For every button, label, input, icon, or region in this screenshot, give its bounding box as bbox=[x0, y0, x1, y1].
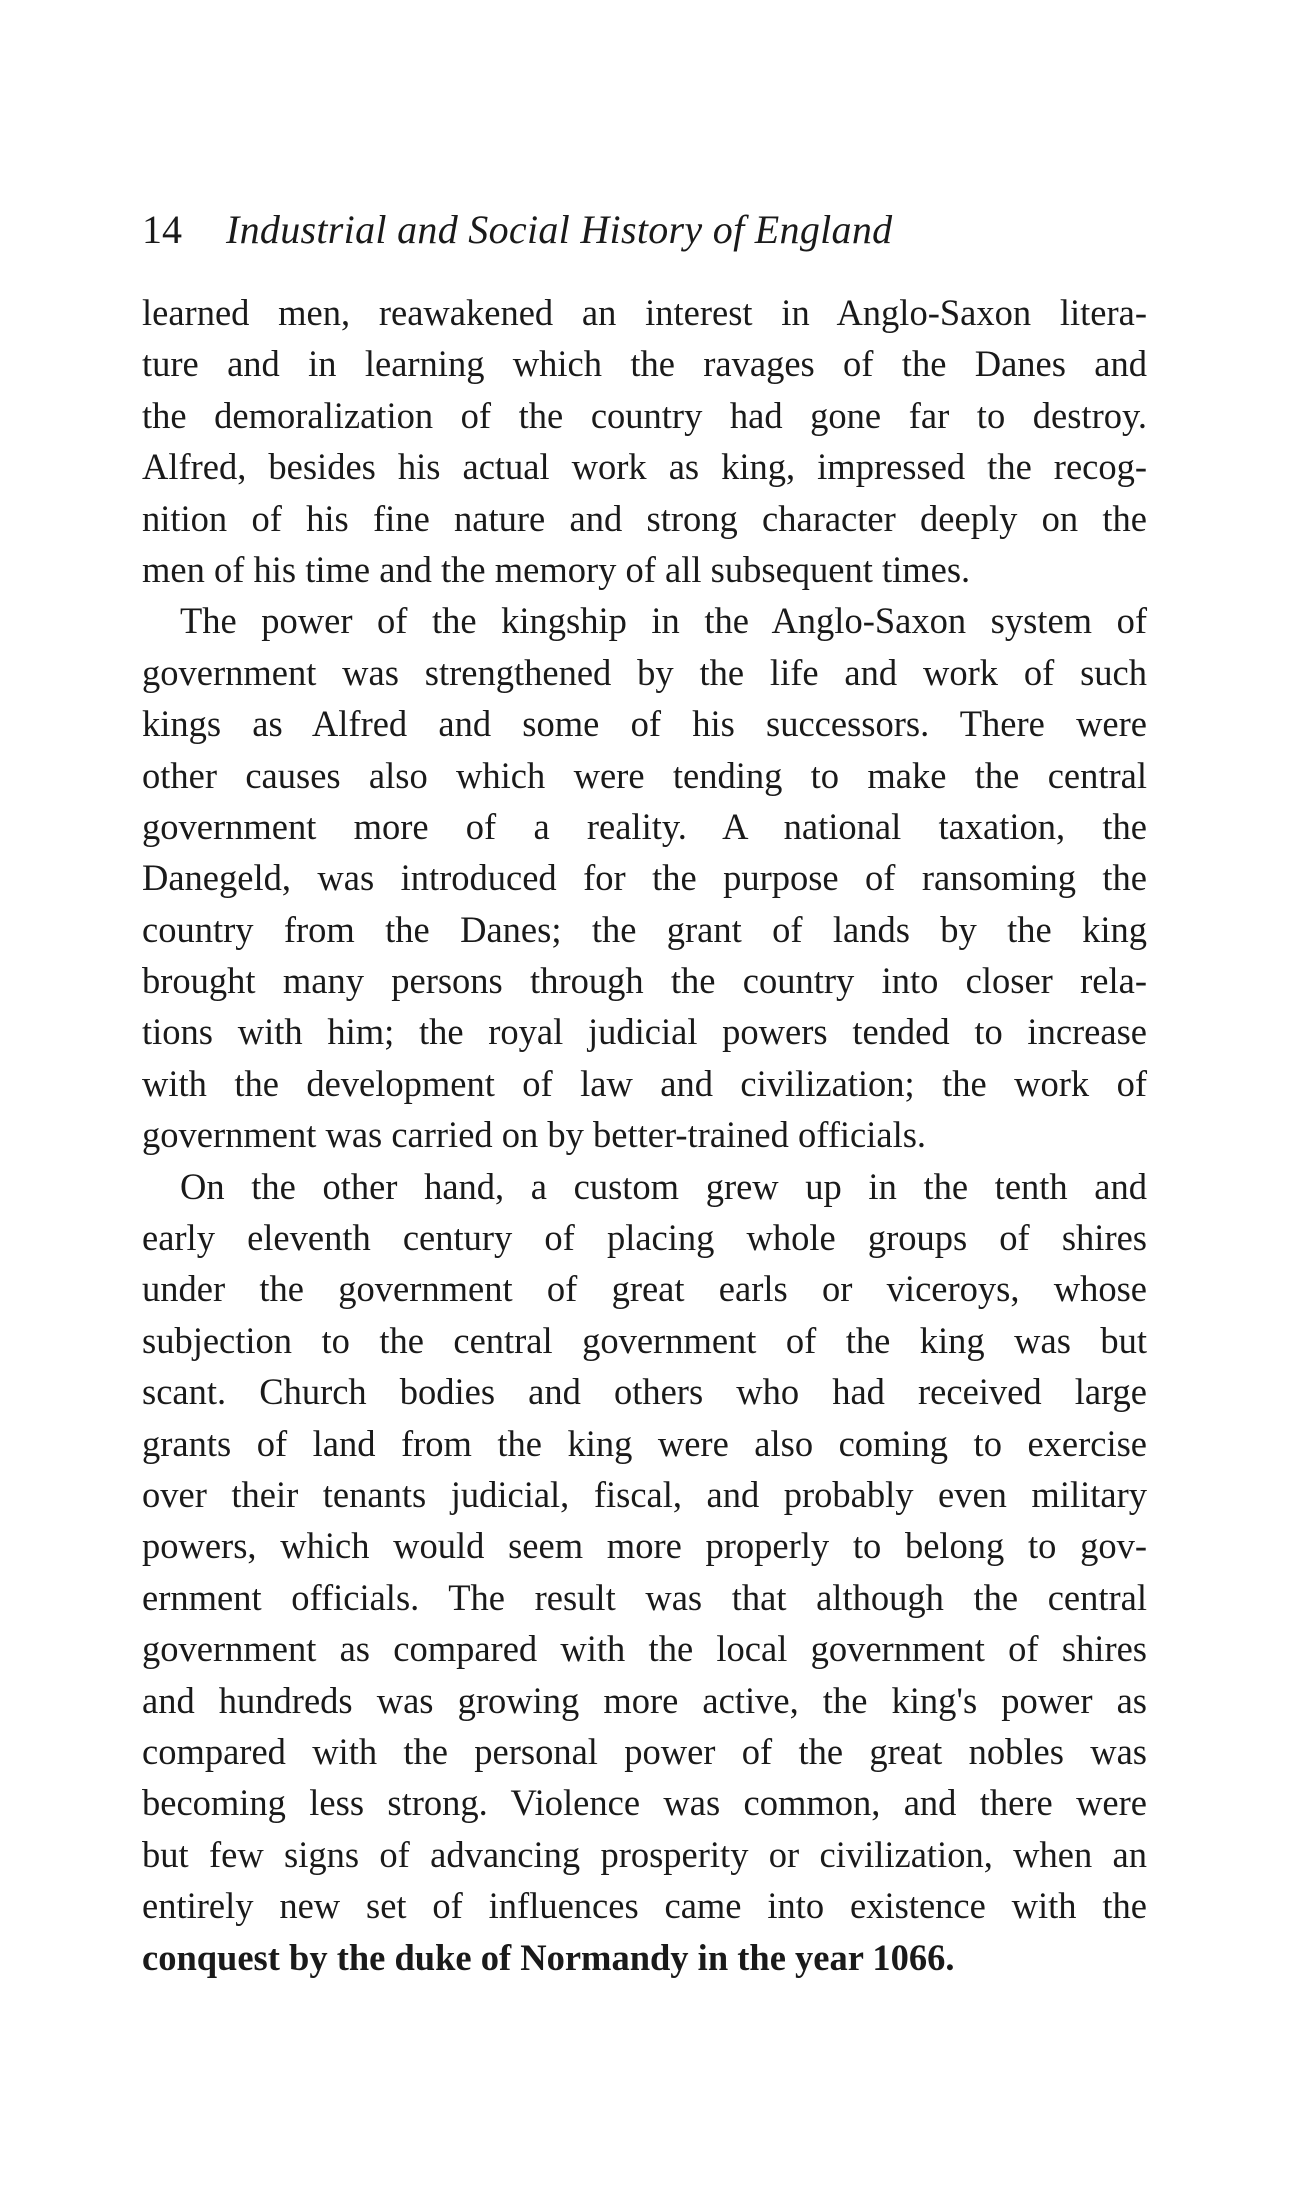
text-line: entirely new set of influences came into existence with the bbox=[142, 1885, 1147, 1927]
page-number: 14 bbox=[142, 207, 182, 252]
text-line: over their tenants judicial, fiscal, and probably even military bbox=[142, 1473, 1147, 1515]
body-text bbox=[142, 287, 1147, 1983]
text-line: other causes also which were tending to make the central bbox=[142, 754, 1147, 796]
text-line: and hundreds was growing more active, the king's power as bbox=[142, 1679, 1147, 1721]
text-line: The power of the kingship in the Anglo-Saxon system of bbox=[180, 600, 1147, 642]
text-line: tions with him; the royal judicial powers tended to increase bbox=[142, 1011, 1147, 1053]
text-line: subjection to the central government of the king was but bbox=[142, 1319, 1147, 1361]
text-line: conquest by the duke of Normandy in the year 1066. bbox=[142, 1936, 955, 1978]
text-line: government was carried on by better-trained officials. bbox=[142, 1114, 927, 1156]
paragraph-3 bbox=[142, 1161, 1147, 1983]
text-line: compared with the personal power of the great nobles was bbox=[142, 1730, 1147, 1772]
text-line: learned men, reawakened an interest in Anglo-Saxon litera- bbox=[142, 292, 1147, 333]
page-header bbox=[142, 200, 1142, 260]
paragraph-2 bbox=[142, 595, 1147, 1160]
text-line: nition of his fine nature and strong character deeply on the bbox=[142, 497, 1147, 539]
text-line: government as compared with the local government of shires bbox=[142, 1628, 1147, 1670]
text-line: Alfred, besides his actual work as king, impressed the recog- bbox=[142, 446, 1147, 488]
text-line: powers, which would seem more properly to belong to gov- bbox=[142, 1525, 1147, 1567]
text-line: On the other hand, a custom grew up in the tenth and bbox=[180, 1165, 1147, 1207]
text-line: ernment officials. The result was that although the central bbox=[142, 1576, 1147, 1618]
text-line: becoming less strong. Violence was common, and there were bbox=[142, 1782, 1147, 1824]
text-line: under the government of great earls or viceroys, whose bbox=[142, 1268, 1147, 1310]
text-line: men of his time and the memory of all subsequent times. bbox=[142, 548, 971, 590]
text-line: Danegeld, was introduced for the purpose of ransoming the bbox=[142, 857, 1147, 899]
text-line: but few signs of advancing prosperity or civilization, when an bbox=[142, 1833, 1147, 1875]
text-line: country from the Danes; the grant of lands by the king bbox=[142, 908, 1147, 950]
text-line: kings as Alfred and some of his successors. There were bbox=[142, 703, 1147, 745]
text-line: early eleventh century of placing whole groups of shires bbox=[142, 1217, 1147, 1259]
text-line: scant. Church bodies and others who had received large bbox=[142, 1371, 1147, 1413]
text-line: government more of a reality. A national taxation, the bbox=[142, 805, 1147, 847]
text-line: government was strengthened by the life and work of such bbox=[142, 651, 1147, 693]
text-line: ture and in learning which the ravages of the Danes and bbox=[142, 343, 1147, 385]
text-line: brought many persons through the country into closer rela- bbox=[142, 960, 1147, 1002]
running-title: Industrial and Social History of England bbox=[226, 207, 893, 252]
text-line: the demoralization of the country had gone far to destroy. bbox=[142, 394, 1147, 436]
text-line: grants of land from the king were also coming to exercise bbox=[142, 1422, 1147, 1464]
text-line: with the development of law and civilization; the work of bbox=[142, 1062, 1147, 1104]
paragraph-1 bbox=[142, 287, 1147, 595]
